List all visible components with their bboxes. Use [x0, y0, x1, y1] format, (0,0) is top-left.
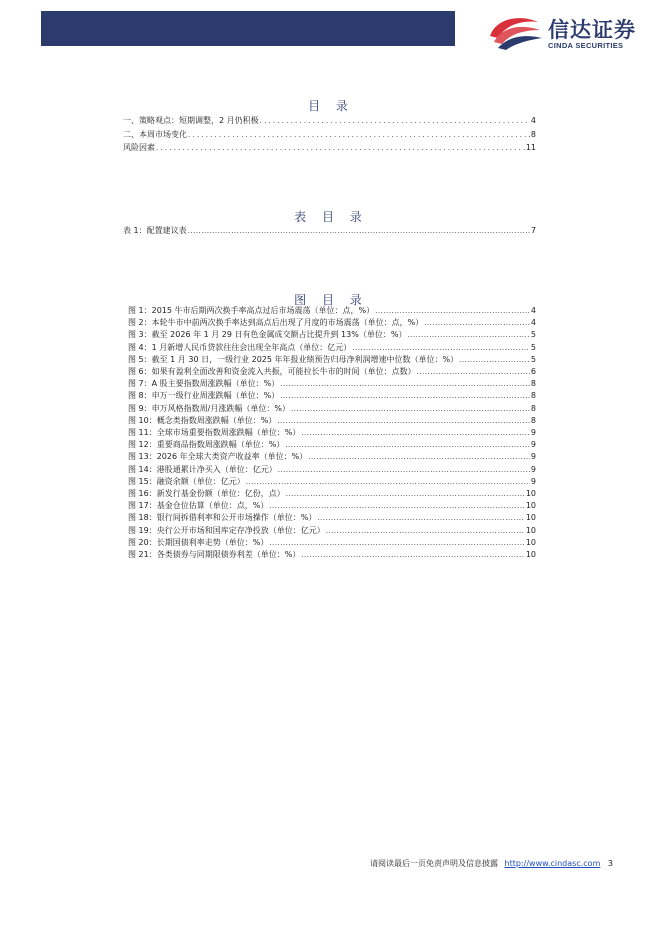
figure-entry-label: 图 20：长期国债利率走势（单位：%） — [128, 537, 269, 547]
logo-english-name: CINDA SECURITIES — [548, 41, 624, 50]
dot-leader — [326, 526, 525, 536]
figure-entry-label: 图 17：基金仓位估算（单位：点，%） — [128, 501, 269, 511]
dot-leader — [285, 440, 530, 450]
dot-leader — [417, 367, 530, 377]
figure-entry-label: 图 15：融资余额（单位：亿元） — [128, 476, 245, 486]
figure-entry-label: 图 4：1 月新增人民币贷款往往会出现全年高点（单位：亿元） — [128, 342, 352, 352]
dot-leader — [156, 143, 525, 153]
page-footer — [370, 858, 613, 869]
figure-entry-label: 图 11：全球市场重要指数周涨跌幅（单位：%） — [128, 428, 301, 437]
dot-leader — [188, 226, 530, 236]
page-number: 3 — [607, 859, 613, 868]
dot-leader — [269, 501, 524, 511]
dot-leader — [317, 513, 524, 523]
logo-chinese-name: 信达证券 — [548, 18, 636, 42]
figure-entry-page: 10 — [525, 550, 536, 559]
figure-entry[interactable] — [128, 379, 536, 389]
figure-entry[interactable] — [128, 452, 536, 462]
dot-leader — [291, 404, 530, 414]
toc-title: 目 录 — [308, 99, 354, 113]
dot-leader — [407, 330, 529, 340]
figure-entry-label: 图 2：本轮牛市中前两次换手率达到高点后出现了月度的市场震荡（单位：点，%） — [128, 318, 424, 328]
figure-entry-label: 图 9：申万风格指数周/月涨跌幅（单位：%） — [128, 403, 290, 413]
table-list-title: 表 目 录 — [294, 210, 368, 224]
figure-entry-label: 图 10：概念类指数周涨跌幅（单位：%） — [128, 415, 277, 425]
figure-entry[interactable] — [128, 440, 536, 450]
figure-entry-page: 8 — [530, 403, 536, 413]
figure-entry[interactable] — [128, 355, 536, 365]
toc-entry[interactable] — [123, 116, 536, 126]
figure-entry-page: 5 — [530, 354, 536, 364]
dot-leader — [424, 318, 530, 328]
figure-entry-page: 8 — [530, 379, 536, 389]
figure-entry-page: 10 — [525, 513, 536, 523]
figure-entry-label: 图 12：重要商品指数周涨跌幅（单位：%） — [128, 440, 285, 450]
figure-entry-page: 9 — [530, 464, 536, 474]
figure-entry[interactable] — [128, 306, 536, 316]
dot-leader — [269, 538, 524, 548]
figure-entry[interactable] — [128, 416, 536, 426]
figure-entry-page: 6 — [530, 367, 536, 376]
figure-entry[interactable] — [128, 465, 536, 475]
figure-entry-label: 图 18：银行间拆借利率和公开市场操作（单位：%） — [128, 513, 317, 523]
company-logo — [486, 14, 636, 52]
toc-entry-page: 8 — [530, 130, 536, 139]
dot-leader — [301, 550, 524, 560]
figure-entry-page: 9 — [530, 476, 536, 486]
figure-entry-page: 9 — [530, 440, 536, 450]
figure-entry[interactable] — [128, 550, 536, 560]
figure-entry[interactable] — [128, 513, 536, 523]
figure-entry-label: 图 16：新发行基金份额（单位：亿份，点） — [128, 489, 285, 498]
figure-entry-page: 4 — [530, 318, 536, 328]
toc-entry-label: 二、本周市场变化 — [123, 130, 187, 139]
figure-entry[interactable] — [128, 538, 536, 548]
figure-entry[interactable] — [128, 477, 536, 487]
figure-entry-page: 8 — [530, 391, 536, 401]
figure-entry-page: 9 — [530, 452, 536, 462]
figure-entry[interactable] — [128, 526, 536, 536]
dot-leader — [286, 489, 525, 499]
figure-entry-page: 5 — [530, 342, 536, 352]
figure-entry[interactable] — [128, 501, 536, 511]
figure-entry-label: 图 14：港股通累计净买入（单位：亿元） — [128, 464, 277, 474]
dot-leader — [301, 428, 530, 438]
dot-leader — [278, 465, 530, 475]
figure-entry-label: 图 6：如果有盈利全面改善和资金流入共振，可能拉长牛市的时间（单位：点数） — [128, 367, 416, 376]
figure-entry-label: 图 7：A 股主要指数周涨跌幅（单位：%） — [128, 379, 280, 389]
figure-entry-page: 10 — [525, 501, 536, 511]
figure-entry-label: 图 21：各类债券与同期限债券利差（单位：%） — [128, 550, 301, 559]
figure-entry[interactable] — [128, 391, 536, 401]
figure-entry[interactable] — [128, 367, 536, 377]
toc-entry-label: 风险因素 — [123, 143, 155, 152]
dot-leader — [188, 130, 530, 140]
website-link[interactable]: http://www.cindasc.com — [504, 859, 601, 868]
figure-entry-label: 图 5：截至 1 月 30 日，一级行业 2025 年年报业绩预告归母净利润增速中位数（单位：%） — [128, 354, 459, 364]
figure-entry-label: 图 3：截至 2026 年 1 月 29 日有色金属成交额占比提升到 13%（单位：%） — [128, 330, 407, 340]
figure-entry-page: 8 — [530, 415, 536, 425]
figure-entry-page: 10 — [525, 489, 536, 498]
logo-mark-icon — [486, 14, 544, 52]
dot-leader — [375, 306, 530, 316]
figure-entry[interactable] — [128, 428, 536, 438]
figure-entry-label: 图 1：2015 牛市后期两次换手率高点过后市场震荡（单位：点，%） — [128, 306, 375, 315]
dot-leader — [308, 452, 530, 462]
figure-entry-label: 图 8：申万一级行业周涨跌幅（单位：%） — [128, 391, 280, 401]
toc-entry-page: 11 — [525, 143, 536, 152]
dot-leader — [280, 379, 530, 389]
table-entry[interactable] — [123, 226, 536, 236]
dot-leader — [246, 477, 530, 487]
figure-list-title: 图 目 录 — [294, 293, 368, 307]
dot-leader — [352, 343, 530, 353]
table-entry-label: 表 1：配置建议表 — [123, 226, 187, 235]
table-entry-page: 7 — [530, 226, 536, 235]
figure-entry[interactable] — [128, 404, 536, 414]
figure-entry-page: 4 — [530, 306, 536, 315]
figure-entry-label: 图 13：2026 年全球大类资产收益率（单位：%） — [128, 452, 308, 462]
dot-leader — [459, 355, 530, 365]
toc-entry-label: 一、策略观点：短期调整，2 月仍积极 — [123, 116, 259, 125]
figure-entry-page: 5 — [530, 330, 536, 340]
dot-leader — [277, 416, 530, 426]
header-banner — [41, 11, 455, 46]
dot-leader — [280, 391, 530, 401]
toc-entry[interactable] — [123, 143, 536, 153]
figure-entry-page: 9 — [530, 428, 536, 437]
dot-leader — [260, 116, 530, 126]
figure-entry[interactable] — [128, 318, 536, 328]
figure-entry[interactable] — [128, 330, 536, 340]
toc-entry-page: 4 — [530, 116, 536, 125]
figure-entry[interactable] — [128, 343, 536, 353]
figure-entry-page: 10 — [525, 537, 536, 547]
toc-entry[interactable] — [123, 130, 536, 140]
figure-entry-page: 10 — [525, 525, 536, 535]
disclaimer-notice: 请阅读最后一页免责声明及信息披露 — [370, 859, 498, 868]
figure-entry[interactable] — [128, 489, 536, 499]
figure-entry-label: 图 19：央行公开市场和国库定存净投放（单位：亿元） — [128, 525, 325, 535]
